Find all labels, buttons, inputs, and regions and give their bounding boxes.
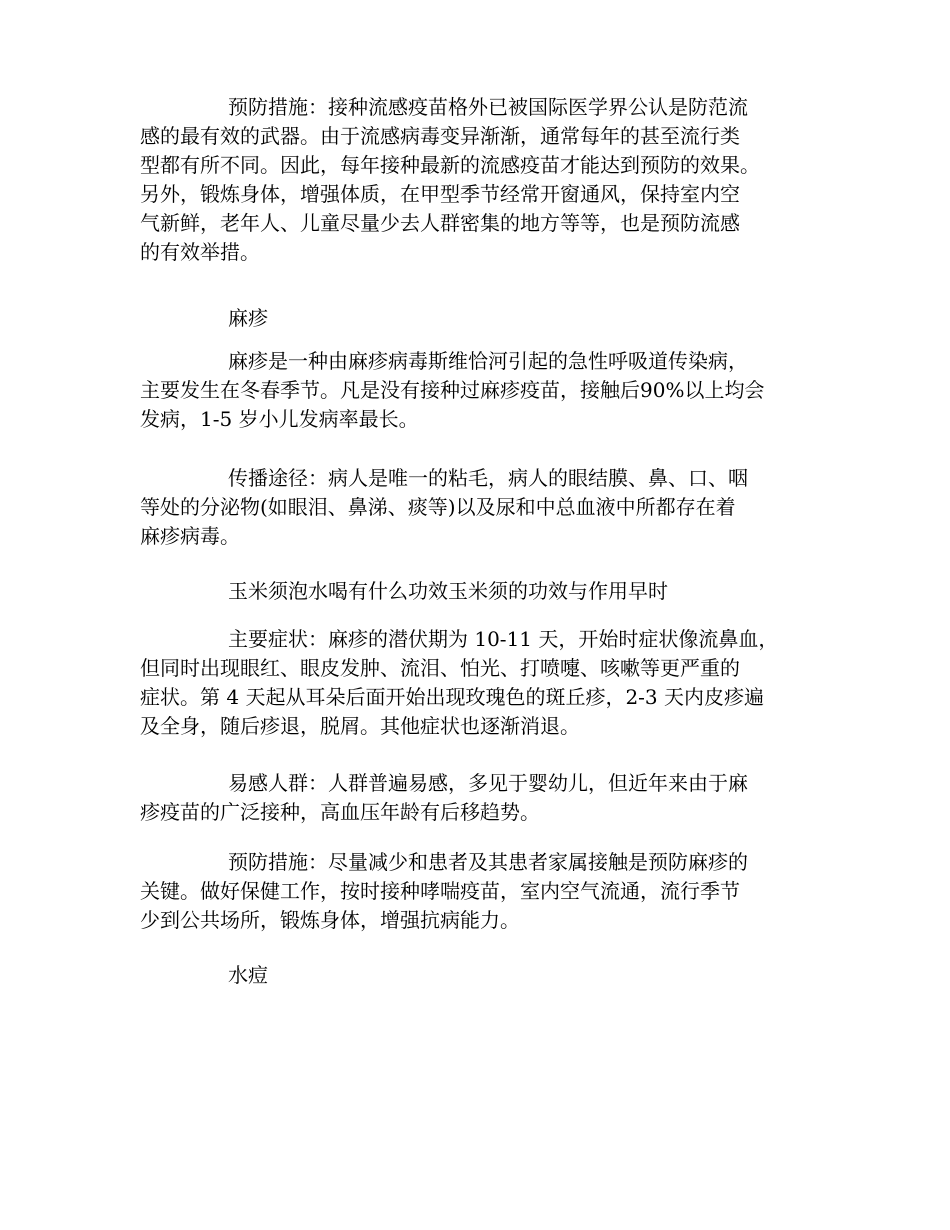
paragraph-measles-transmission (140, 464, 820, 551)
text-line: 主要发生在冬春季节。凡是没有接种过麻疹疫苗，接触后90%以上均会 (140, 378, 765, 402)
text-line: 麻疹 (228, 306, 268, 330)
text-line: 及全身，随后疹退，脱屑。其他症状也逐渐消退。 (140, 714, 580, 738)
section-heading-chickenpox (140, 961, 820, 990)
text-line: 易感人群：人群普遍易感，多见于婴幼儿，但近年来由于麻 (228, 771, 748, 795)
text-line: 关键。做好保健工作，按时接种哮喘疫苗，室内空气流通，流行季节 (140, 879, 740, 903)
paragraph-measles-symptoms (140, 625, 820, 741)
paragraph-flu-prevention (140, 93, 820, 267)
text-line: 的有效举措。 (140, 240, 260, 264)
text-line: 型都有所不同。因此，每年接种最新的流感疫苗才能达到预防的效果。 (140, 153, 760, 177)
text-line: 等处的分泌物(如眼泪、鼻涕、痰等)以及尿和中总血液中所都存在着 (140, 495, 736, 519)
text-line: 水痘 (228, 963, 268, 987)
text-line: 疹疫苗的广泛接种，高血压年龄有后移趋势。 (140, 800, 540, 824)
text-line: 症状。第 4 天起从耳朵后面开始出现玫瑰色的斑丘疹，2-3 天内皮疹遍 (140, 685, 765, 709)
text-line: 预防措施：尽量减少和患者及其患者家属接触是预防麻疹的 (228, 850, 748, 874)
paragraph-corn-silk (140, 577, 820, 606)
text-line: 麻疹是一种由麻疹病毒斯维恰河引起的急性呼吸道传染病， (228, 349, 748, 373)
text-line: 感的最有效的武器。由于流感病毒变异渐渐，通常每年的甚至流行类 (140, 124, 740, 148)
text-line: 预防措施：接种流感疫苗格外已被国际医学界公认是防范流 (228, 95, 748, 119)
section-heading-measles (140, 304, 820, 333)
text-line: 玉米须泡水喝有什么功效玉米须的功效与作用早时 (228, 579, 668, 603)
text-line: 主要症状：麻疹的潜伏期为 10-11 天，开始时症状像流鼻血， (228, 627, 779, 651)
paragraph-measles-susceptible (140, 769, 820, 827)
text-line: 另外，锻炼身体，增强体质，在甲型季节经常开窗通风，保持室内空 (140, 182, 740, 206)
text-line: 麻疹病毒。 (140, 524, 240, 548)
text-line: 发病，1-5 岁小儿发病率最长。 (140, 407, 419, 431)
text-line: 传播途径：病人是唯一的粘毛，病人的眼结膜、鼻、口、咽 (228, 466, 748, 490)
text-line: 但同时出现眼红、眼皮发肿、流泪、怕光、打喷嚏、咳嗽等更严重的 (140, 656, 740, 680)
paragraph-measles-intro (140, 347, 820, 434)
text-line: 少到公共场所，锻炼身体，增强抗病能力。 (140, 908, 520, 932)
text-line: 气新鲜，老年人、儿童尽量少去人群密集的地方等等，也是预防流感 (140, 211, 740, 235)
paragraph-measles-prevention (140, 848, 820, 935)
